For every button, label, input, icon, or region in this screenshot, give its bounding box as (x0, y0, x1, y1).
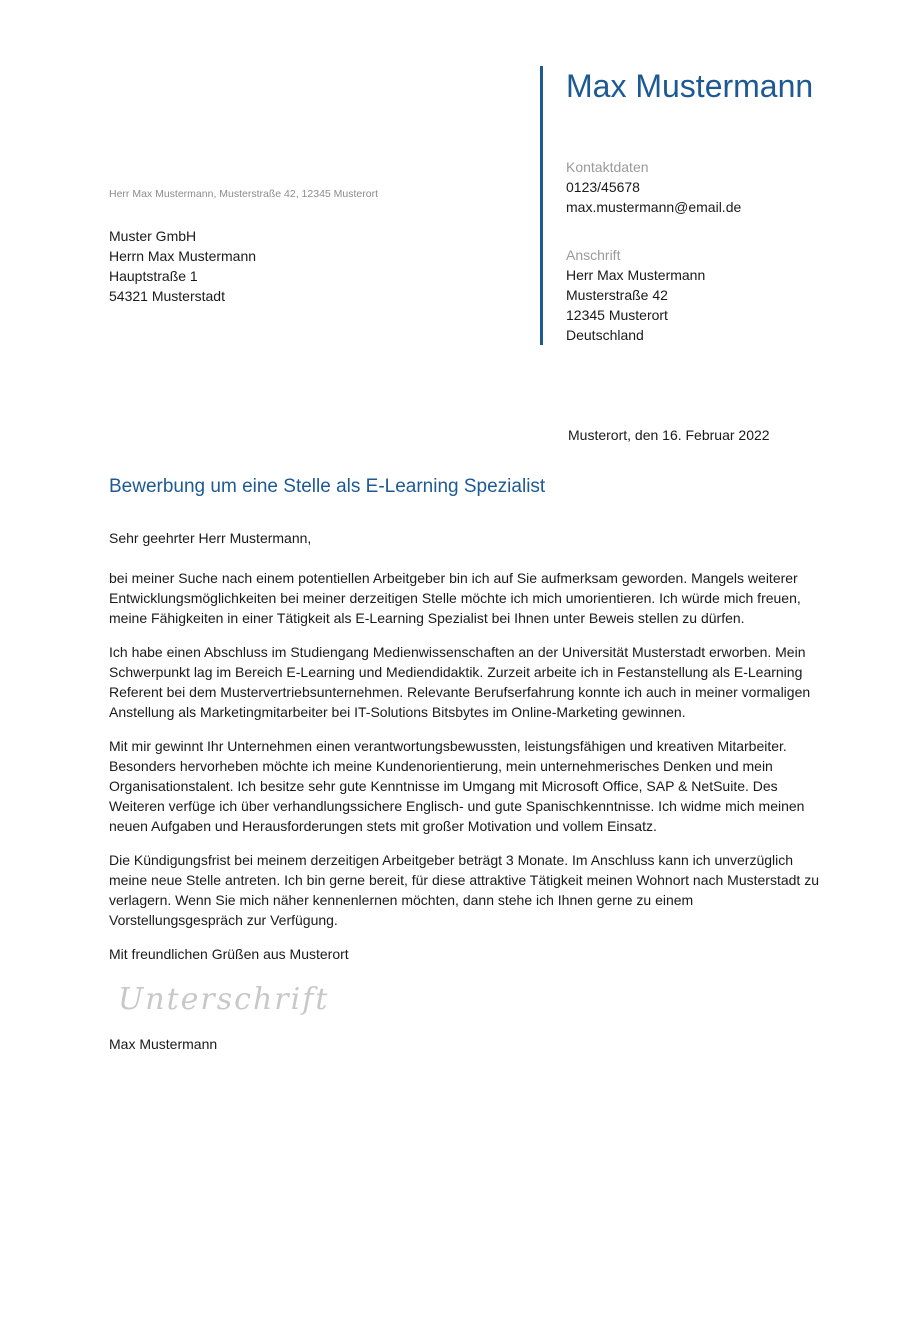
recipient-address (109, 226, 256, 306)
recipient-line: Hauptstraße 1 (109, 268, 198, 284)
contact-email: max.mustermann@email.de (566, 199, 742, 215)
body-paragraph: Die Kündigungsfrist bei meinem derzeitigen Arbeitgeber beträgt 3 Monate. Im Anschluss kann ich unverzüglich meine neue Stelle antreten. Ich bin gerne bereit, für diese attraktive Tätigkeit meinen Wohnort nach Musterstadt zu verlagern. Wenn Sie mich näher kennenlernen möchten, dann stehe ich Ihnen gerne zu einem Vorstellungsgespräch zur Verfügung. (109, 852, 819, 928)
letter-subject: Bewerbung um eine Stelle als E-Learning Spezialist (109, 476, 546, 497)
accent-bar (540, 66, 543, 345)
letter-date: Musterort, den 16. Februar 2022 (568, 427, 770, 443)
contact-phone: 0123/45678 (566, 179, 640, 195)
address-line: Deutschland (566, 327, 644, 343)
signer-name: Max Mustermann (109, 1036, 218, 1052)
contact-label: Kontaktdaten (566, 159, 649, 175)
contact-block (566, 157, 741, 217)
body-paragraph: Mit mir gewinnt Ihr Unternehmen einen verantwortungsbewussten, leistungsfähigen und kreativen Mitarbeiter. Besonders hervorheben möchte ich meine Kundenorientierung, mein unternehmerisches Denken und mein Organisationstalent. Ich besitze sehr gute Kenntnisse im Umgang mit Microsoft Office, SAP & NetSuite. Des Weiteren verfüge ich über verhandlungssichere Englisch- und gute Spanischkenntnisse. Ich widme mich meinen neuen Aufgaben und Herausforderungen stets mit großer Motivation und vollem Einsatz. (109, 738, 805, 834)
address-line: 12345 Musterort (566, 307, 668, 323)
applicant-name: Max Mustermann (566, 68, 814, 104)
closing: Mit freundlichen Grüßen aus Musterort (109, 946, 349, 962)
sender-return-address: Herr Max Mustermann, Musterstraße 42, 12345 Musterort (109, 188, 379, 200)
address-label: Anschrift (566, 247, 621, 263)
address-line: Herr Max Mustermann (566, 267, 706, 283)
letter-body (109, 528, 821, 978)
recipient-line: Herrn Max Mustermann (109, 248, 257, 264)
recipient-line: Muster GmbH (109, 228, 197, 244)
body-paragraph: Ich habe einen Abschluss im Studiengang Medienwissenschaften an der Universität Musterstadt erworben. Mein Schwerpunkt lag im Bereich E-Learning und Mediendidaktik. Zurzeit arbeite ich in Festanstellung als E-Learning Referent bei dem Mustervertriebsunternehmen. Relevante Berufserfahrung konnte ich auch in meiner vormaligen Anstellung als Marketingmitarbeiter bei IT-Solutions Bitsbytes im Online-Marketing gewinnen. (109, 644, 811, 720)
address-block (566, 245, 705, 345)
salutation: Sehr geehrter Herr Mustermann, (109, 530, 312, 546)
recipient-line: 54321 Musterstadt (109, 288, 225, 304)
signature: Unterschrift (118, 982, 330, 1017)
body-paragraph: bei meiner Suche nach einem potentiellen Arbeitgeber bin ich auf Sie aufmerksam geworden. Mangels weiterer Entwicklungsmöglichkeiten bei meiner derzeitigen Stelle möchte ich mich umorientieren. Ich würde mich freuen, meine Fähigkeiten in einer Tätigkeit als E-Learning Spezialist bei Ihnen unter Beweis stellen zu dürfen. (109, 570, 801, 626)
address-line: Musterstraße 42 (566, 287, 668, 303)
